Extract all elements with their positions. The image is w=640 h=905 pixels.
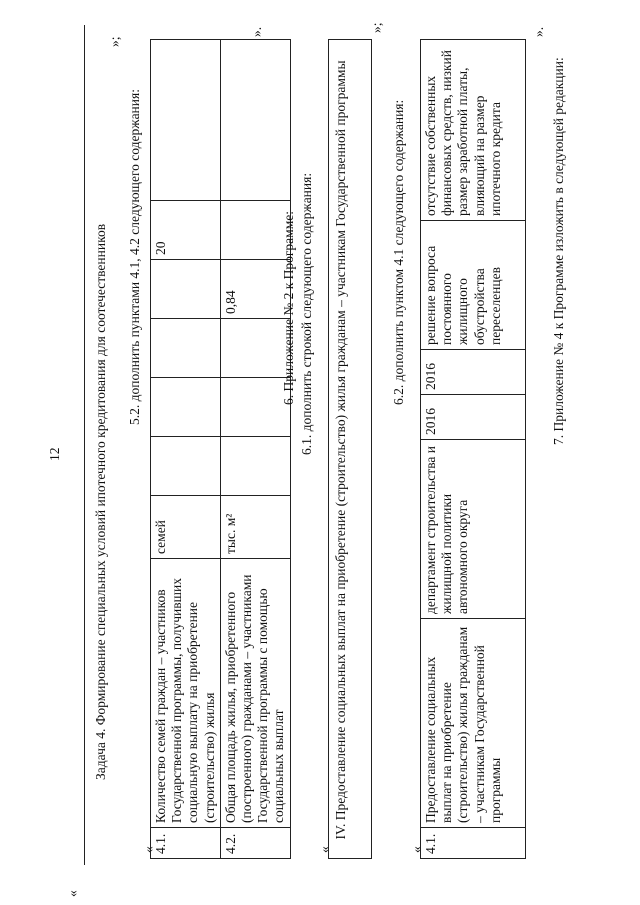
quote-close-4: ». [531, 26, 546, 37]
quote-open-1: « [65, 890, 80, 897]
empty-cell [151, 260, 221, 319]
quote-close-1: »; [107, 36, 122, 47]
item-6-1-text: 6.1. дополнить строкой следующего содержания: [299, 172, 314, 455]
result-text: решение вопроса постоянного жилищного обустройства переселенцев [421, 221, 526, 350]
quote-open-4: « [409, 846, 424, 853]
empty-cell [220, 40, 290, 201]
row-unit: семей [151, 496, 221, 559]
end-year: 2016 [421, 350, 526, 395]
item-6-2-text: 6.2. дополнить пунктом 4.1 следующего содержания: [391, 99, 406, 405]
empty-cell [151, 40, 221, 201]
table-row [421, 40, 526, 859]
empty-cell [220, 201, 290, 260]
risks-text: отсутствие собственных финансовых средств, низкий размер заработной платы, влияющий на размер ипотечного кредита [421, 40, 526, 221]
row-number: 4.1. [151, 828, 221, 859]
task4-frame-line [84, 25, 85, 865]
row-text: Общая площадь жилья, приобретенного (построенного) гражданами – участниками Государственной программы с помощью социальных выплат [220, 559, 290, 828]
empty-cell [220, 378, 290, 437]
row-number: 4.1. [421, 828, 526, 859]
page-number: 12 [47, 447, 62, 461]
empty-cell [220, 319, 290, 378]
empty-cell [220, 437, 290, 496]
quote-close-2: ». [249, 26, 264, 37]
row-number: 4.2. [220, 828, 290, 859]
measure-text: Предоставление социальных выплат на приобретение (строительство) жилья гражданам – участникам Государственной программы [421, 619, 526, 828]
table-row [151, 40, 221, 859]
empty-cell [151, 319, 221, 378]
row-unit: тыс. м² [220, 496, 290, 559]
executor-text: департамент строительства и жилищной политики автономного округа [421, 440, 526, 619]
empty-cell [151, 378, 221, 437]
row-value: 20 [151, 201, 221, 260]
indicators-table [150, 39, 291, 859]
empty-cell [151, 437, 221, 496]
start-year: 2016 [421, 395, 526, 440]
section-iv-row [328, 39, 372, 859]
task4-title: Задача 4. Формирование специальных условий ипотечного кредитования для соотечественников [93, 223, 108, 780]
measure-table [420, 39, 526, 859]
section-iv-text: IV. Предоставление социальных выплат на приобретение (строительство) жилья гражданам – участникам Государственной программы [333, 60, 348, 840]
row-text: Количество семей граждан – участников Государственной программы, получивших социальную выплату на приобретение (строительство) жилья [151, 559, 221, 828]
item-6-text: 6. Приложение № 2 к Программе: [281, 210, 296, 405]
item-5-2-text: 5.2. дополнить пунктами 4.1, 4.2 следующего содержания: [127, 89, 142, 425]
row-value: 0,84 [220, 260, 290, 319]
quote-open-2: « [141, 846, 156, 853]
quote-open-3: « [317, 846, 332, 853]
table-row [220, 40, 290, 859]
item-7-text: 7. Приложение № 4 к Программе изложить в следующей редакции: [551, 57, 566, 445]
quote-close-3: »; [369, 22, 384, 33]
